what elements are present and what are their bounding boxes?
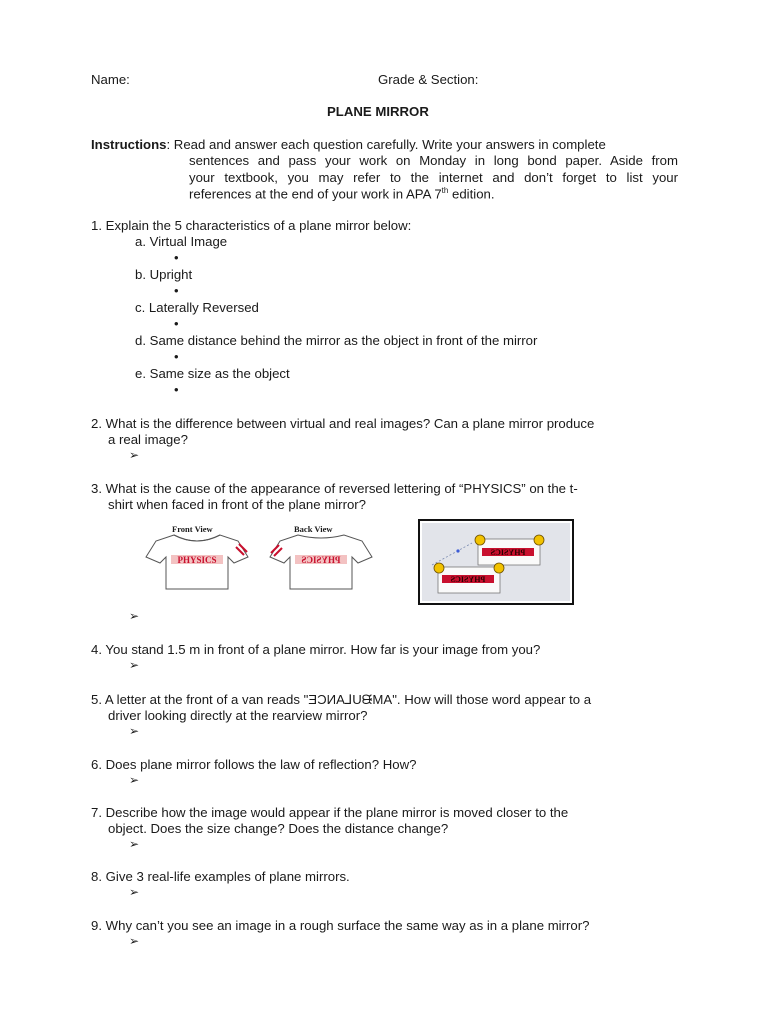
question-2-line-1: 2. What is the difference between virtual and real images? Can a plane mirror produce (91, 416, 595, 431)
q1-bullet-c: • (174, 316, 179, 331)
instructions-line-3: your textbook, you may refer to the internet and don’t forget to list your (189, 170, 678, 185)
q1-bullet-e: • (174, 382, 179, 397)
question-2-line-2: a real image? (108, 432, 188, 447)
question-5-line-1: 5. A letter at the front of a van reads "ƎƆИA⅃UᙠMA". How will those word appear to a (91, 692, 592, 707)
question-5-line-2: driver looking directly at the rearview mirror? (108, 708, 368, 723)
instructions-line-1 (91, 137, 606, 152)
front-view-tshirt-image (144, 533, 250, 591)
q1-item-c: c. Laterally Reversed (135, 300, 259, 315)
back-shirt-text: PHYSICS (301, 555, 341, 565)
answer-arrow-icon: ➢ (129, 448, 140, 462)
front-shirt-text: PHYSICS (177, 555, 217, 565)
grade-section-label: Grade & Section: (378, 72, 479, 87)
q1-bullet-a: • (174, 250, 179, 265)
instructions-line-2: sentences and pass your work on Monday in long bond paper. Aside from (189, 153, 678, 168)
question-8: 8. Give 3 real-life examples of plane mirrors. (91, 869, 350, 884)
back-view-label: Back View (294, 524, 333, 534)
answer-arrow-icon: ➢ (129, 609, 140, 623)
q1-item-a: a. Virtual Image (135, 234, 228, 249)
instructions-text-4: references at the end of your work in APA 7 (189, 186, 442, 202)
instructions-text-4-end: edition. (448, 186, 495, 202)
q1-item-b: b. Upright (135, 267, 193, 282)
page-title: PLANE MIRROR (327, 104, 429, 119)
mirror-reflection-illustration (418, 519, 574, 605)
question-3-line-2: shirt when faced in front of the plane mirror? (108, 497, 367, 512)
q1-bullet-b: • (174, 283, 179, 298)
instructions-superscript: th (441, 186, 449, 195)
front-view-label: Front View (172, 524, 213, 534)
question-9: 9. Why can’t you see an image in a rough surface the same way as in a plane mirror? (91, 918, 590, 933)
answer-arrow-icon: ➢ (129, 934, 140, 948)
question-6: 6. Does plane mirror follows the law of reflection? How? (91, 757, 417, 772)
answer-arrow-icon: ➢ (129, 837, 140, 851)
answer-arrow-icon: ➢ (129, 773, 140, 787)
instructions-line-4 (189, 186, 495, 201)
question-4: 4. You stand 1.5 m in front of a plane mirror. How far is your image from you? (91, 642, 541, 657)
back-view-tshirt-image (268, 533, 374, 591)
q1-bullet-d: • (174, 349, 179, 364)
answer-arrow-icon: ➢ (129, 658, 140, 672)
question-7-line-2: object. Does the size change? Does the distance change? (108, 821, 449, 836)
q1-item-e: e. Same size as the object (135, 366, 290, 381)
question-7-line-1: 7. Describe how the image would appear if the plane mirror is moved closer to the (91, 805, 569, 820)
reflected-text-lower: PHYSICS (450, 575, 486, 584)
question-1: 1. Explain the 5 characteristics of a plane mirror below: (91, 218, 412, 233)
answer-arrow-icon: ➢ (129, 724, 140, 738)
answer-arrow-icon: ➢ (129, 885, 140, 899)
name-label: Name: (91, 72, 130, 87)
q1-item-d: d. Same distance behind the mirror as the object in front of the mirror (135, 333, 538, 348)
instructions-label: Instructions (91, 137, 167, 152)
reflected-text-upper: PHYSICS (490, 548, 526, 557)
instructions-text-1: : Read and answer each question carefully. Write your answers in complete (166, 137, 606, 152)
question-3-line-1: 3. What is the cause of the appearance of reversed lettering of “PHYSICS” on the t- (91, 481, 578, 496)
